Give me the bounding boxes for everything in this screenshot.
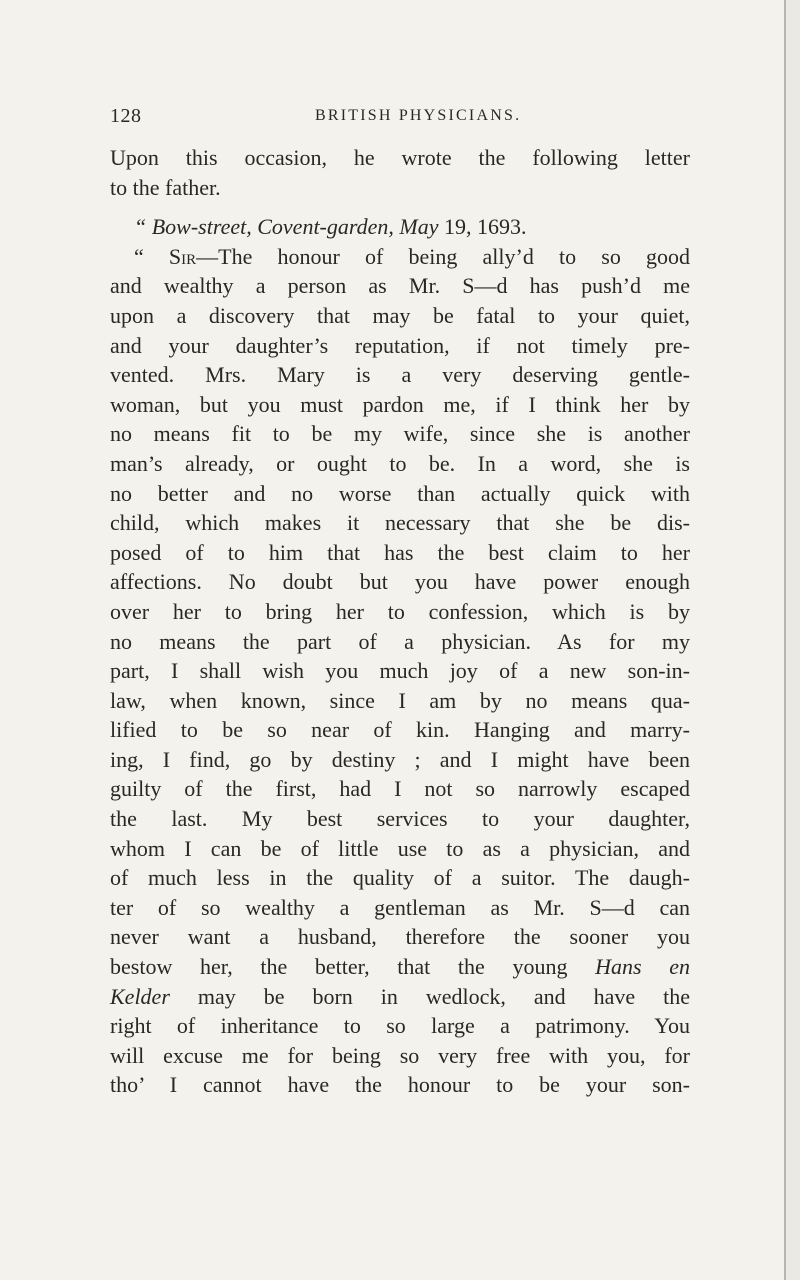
dateline-date: 19, 1693.	[438, 214, 527, 240]
letter-line: man’s already, or ought to be. In a word, she is	[110, 450, 690, 476]
letter-line: and your daughter’s reputation, if not timely pre-	[110, 332, 690, 358]
italic-phrase-part-1: Hans en	[595, 954, 691, 980]
letter-line-lead: bestow her, the better, that the young	[110, 954, 596, 980]
letter-line: ing, I find, go by destiny ; and I might have been	[110, 746, 690, 772]
italic-phrase-part-2: Kelder	[110, 983, 170, 1009]
salutation-quote: “	[134, 243, 169, 269]
letter-line-tail: may be born in wedlock, and have the	[169, 983, 690, 1009]
letter-line: over her to bring her to confession, which is by	[110, 598, 690, 624]
salutation: Sir	[168, 243, 197, 269]
letter-line-with-italic	[110, 952, 690, 982]
letter-dateline	[110, 212, 690, 242]
letter-first-line-rest: —The honour of being ally’d to so good	[196, 243, 690, 269]
letter-line: never want a husband, therefore the sooner you	[110, 924, 690, 950]
letter-line: affections. No doubt but you have power enough	[110, 569, 690, 595]
page-edge	[784, 0, 786, 1280]
letter-line: no means the part of a physician. As for my	[110, 628, 690, 654]
page-edge-shadow	[786, 0, 800, 1280]
letter-line: and wealthy a person as Mr. S—d has push’d me	[110, 273, 690, 299]
letter-line: whom I can be of little use to as a physician, and	[110, 835, 690, 861]
intro-line-1: Upon this occasion, he wrote the following letter	[110, 145, 690, 170]
running-head	[110, 105, 690, 135]
page-number: 128	[110, 105, 142, 127]
letter-closing-line: right of inheritance to so large a patrimony. You	[110, 1013, 690, 1039]
running-title: BRITISH PHYSICIANS.	[315, 107, 522, 124]
letter-line: no better and no worse than actually quick with	[110, 480, 690, 506]
letter-first-line	[110, 242, 690, 272]
letter-closing-line: tho’ I cannot have the honour to be your son-	[110, 1072, 690, 1098]
letter-closing-line: will excuse me for being so very free with you, for	[110, 1042, 690, 1068]
intro-line-2: to the father.	[110, 174, 221, 200]
letter-line: upon a discovery that may be fatal to your quiet,	[110, 302, 690, 328]
letter-line: the last. My best services to your daughter,	[110, 806, 690, 832]
letter-line: posed of to him that has the best claim to her	[110, 539, 690, 565]
letter-line: lified to be so near of kin. Hanging and marry-	[110, 717, 690, 743]
letter-line: ter of so wealthy a gentleman as Mr. S—d can	[110, 894, 690, 920]
letter-line: vented. Mrs. Mary is a very deserving gentle-	[110, 362, 690, 388]
letter-line: no means fit to be my wife, since she is another	[110, 421, 690, 447]
letter-line: law, when known, since I am by no means qua-	[110, 687, 690, 713]
letter-line: guilty of the first, had I not so narrowly escaped	[110, 776, 690, 802]
page-body	[110, 143, 690, 1100]
letter-line: child, which makes it necessary that she be dis-	[110, 510, 690, 536]
dateline-place: “ Bow-street, Covent-garden, May	[134, 214, 439, 240]
letter-line: woman, but you must pardon me, if I think her by	[110, 391, 690, 417]
letter-line: of much less in the quality of a suitor. The daugh-	[110, 865, 690, 891]
letter-line: part, I shall wish you much joy of a new son-in-	[110, 658, 690, 684]
letter-line-after-italic	[110, 982, 690, 1012]
